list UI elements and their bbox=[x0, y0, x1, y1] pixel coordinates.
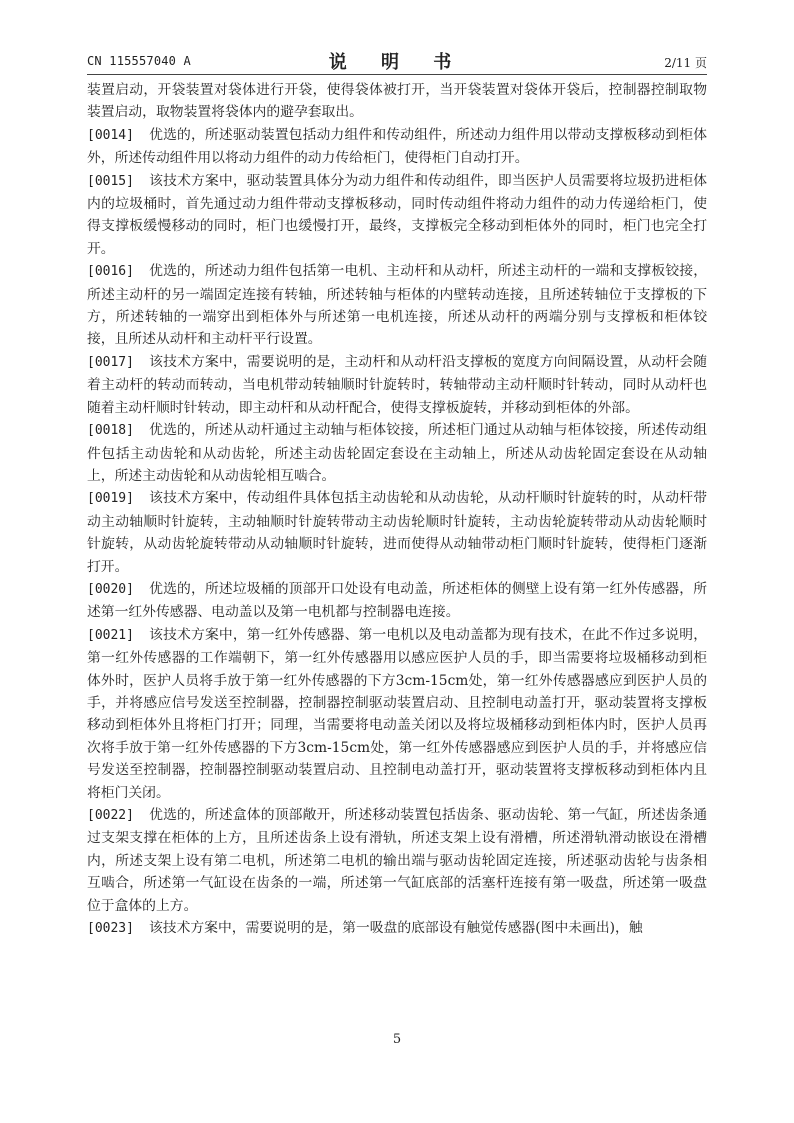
paragraph-number: [0019] bbox=[87, 491, 134, 507]
document-body bbox=[87, 79, 707, 940]
paragraph-text: 优选的，所述盒体的顶部敞开，所述移动装置包括齿条、驱动齿轮、第一气缸，所述齿条通过支架支撑在柜体的上方，且所述齿条上设有滑轨，所述支架上设有滑槽，所述滑轨滑动嵌设在滑槽内，所述支架上设有第二电机，所述第二电机的输出端与驱动齿轮固定连接，所述驱动齿轮与齿条相互啮合，所述第一气缸设在齿条的一端，所述第一气缸底部的活塞杆连接有第一吸盘，所述第一吸盘位于盒体的上方。 bbox=[87, 807, 707, 914]
paragraph-text: 优选的，所述垃圾桶的顶部开口处设有电动盖，所述柜体的侧壁上设有第一红外传感器，所述第一红外传感器、电动盖以及第一电机都与控制器电连接。 bbox=[87, 580, 707, 621]
paragraph-text: 优选的，所述从动杆通过主动轴与柜体铰接，所述柜门通过从动轴与柜体铰接，所述传动组件包括主动齿轮和从动齿轮，所述主动齿轮固定套设在主动轴上，所述从动齿轮固定套设在从动轴上，所述主动齿轮和从动齿轮相互啮合。 bbox=[87, 422, 707, 484]
paragraph-number: [0022] bbox=[87, 808, 134, 823]
paragraph-number: [0020] bbox=[87, 581, 134, 597]
paragraph-text: 优选的，所述驱动装置包括动力组件和传动组件，所述动力组件用以带动支撑板移动到柜体外，所述传动组件用以将动力组件的动力传给柜门，使得柜门自动打开。 bbox=[87, 126, 707, 167]
page-indicator: 2/11 页 bbox=[664, 56, 707, 70]
paragraph bbox=[87, 170, 707, 261]
paragraph bbox=[87, 487, 707, 578]
doc-title: 说 明 书 bbox=[328, 52, 466, 73]
continuation-paragraph: 装置启动，开袋装置对袋体进行开袋，使得袋体被打开，当开袋装置对袋体开袋后，控制器控制取物装置启动，取物装置将袋体内的避孕套取出。 bbox=[87, 82, 707, 121]
paragraph-text: 优选的，所述动力组件包括第一电机、主动杆和从动杆，所述主动杆的一端和支撑板铰接，所述主动杆的另一端固定连接有转轴，所述转轴与柜体的内壁转动连接，且所述转轴位于支撑板的下方，所述转轴的一端穿出到柜体外与所述第一电机连接，所述从动杆的两端分别与支撑板和柜体铰接，且所述从动杆和主动杆平行设置。 bbox=[87, 263, 707, 348]
paragraph bbox=[87, 578, 707, 624]
paragraph bbox=[87, 624, 707, 804]
paragraph bbox=[87, 917, 707, 940]
paragraph-text: 该技术方案中，第一红外传感器、第一电机以及电动盖都为现有技术，在此不作过多说明，第一红外传感器的工作端朝下，第一红外传感器用以感应医护人员的手，即当需要将垃圾桶移动到柜体外时，医护人员将手放于第一红外传感器的下方3cm-15cm处，第一红外传感器感应到医护人员的手，并将感应信号发送至控制器，控制器控制驱动装置启动、且控制电动盖打开，驱动装置将支撑板移动到柜体外且将柜门打开；同理，当需要将电动盖关闭以及将垃圾桶移动到柜体内时，医护人员再次将手放于第一红外传感器的下方3cm-15cm处，第一红外传感器感应到医护人员的手，并将感应信号发送至控制器，控制器控制驱动装置启动、且控制电动盖打开，驱动装置将支撑板移动到柜体内且将柜门关闭。 bbox=[87, 626, 707, 801]
paragraph bbox=[87, 124, 707, 170]
paragraph-number: [0014] bbox=[87, 127, 134, 143]
paragraph bbox=[87, 351, 707, 419]
paragraph-number: [0017] bbox=[87, 354, 134, 370]
paragraph-text: 该技术方案中，需要说明的是，主动杆和从动杆沿支撑板的宽度方向间隔设置，从动杆会随着主动杆的转动而转动，当电机带动转轴顺时针旋转时，转轴带动主动杆顺时针转动，同时从动杆也随着主动杆顺时针转动，即主动杆和从动杆配合，使得支撑板旋转，并移动到柜体的外部。 bbox=[87, 353, 707, 416]
paragraph-text: 该技术方案中，驱动装置具体分为动力组件和传动组件，即当医护人员需要将垃圾扔进柜体内的垃圾桶时，首先通过动力组件带动支撑板移动，同时传动组件将动力组件的动力传递给柜门，使得支撑板缓慢移动的同时，柜门也缓慢打开，最终，支撑板完全移动到柜体外的同时，柜门也完全打开。 bbox=[87, 172, 707, 257]
paragraph-number: [0023] bbox=[87, 921, 134, 937]
publication-number: CN 115557040 A bbox=[87, 54, 191, 68]
paragraph-text: 该技术方案中，需要说明的是，第一吸盘的底部设有触觉传感器(图中未画出)，触 bbox=[149, 920, 643, 937]
paragraph bbox=[87, 804, 707, 917]
paragraph-number: [0015] bbox=[87, 173, 134, 189]
header-divider bbox=[87, 74, 707, 75]
page-header bbox=[87, 48, 707, 72]
paragraph-number: [0018] bbox=[87, 423, 134, 439]
paragraph-list bbox=[87, 124, 707, 941]
paragraph bbox=[87, 260, 707, 351]
paragraph-text: 该技术方案中，传动组件具体包括主动齿轮和从动齿轮，从动杆顺时针旋转的时，从动杆带动主动轴顺时针旋转，主动轴顺时针旋转带动主动齿轮顺时针旋转，主动齿轮旋转带动从动齿轮顺时针旋转，从动齿轮旋转带动从动轴顺时针旋转，进而使得从动轴带动柜门顺时针旋转，使得柜门逐渐打开。 bbox=[87, 490, 707, 575]
paragraph-number: [0016] bbox=[87, 264, 134, 280]
paragraph bbox=[87, 419, 707, 487]
page-number: 5 bbox=[392, 1032, 402, 1047]
paragraph-number: [0021] bbox=[87, 627, 134, 643]
